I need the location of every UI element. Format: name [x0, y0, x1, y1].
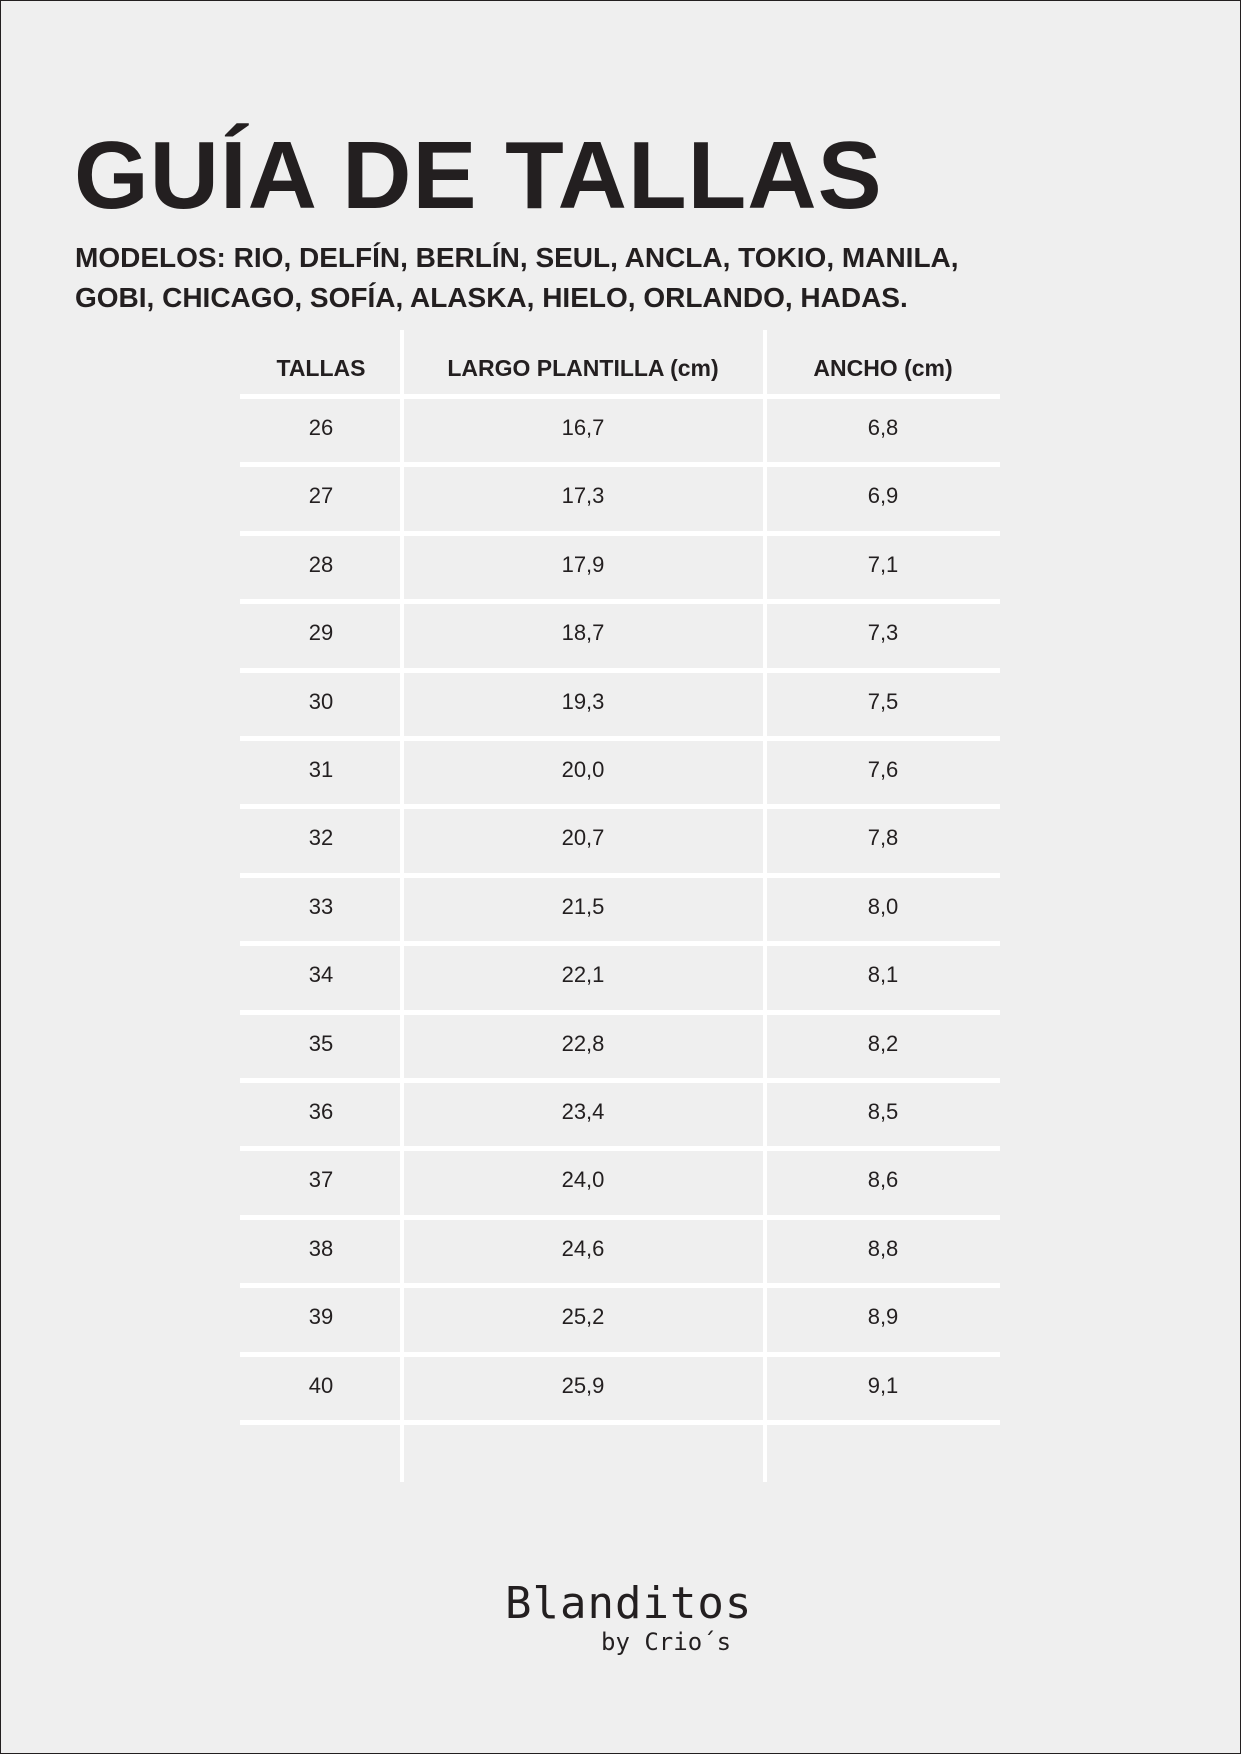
- cell-talla: 33: [308, 893, 334, 919]
- models-list-line-2: GOBI, CHICAGO, SOFÍA, ALASKA, HIELO, ORLANDO, HADAS.: [75, 282, 908, 313]
- cell-ancho: 7,6: [867, 757, 899, 782]
- row-divider: [240, 1078, 1000, 1083]
- row-divider: [240, 1283, 1000, 1288]
- cell-ancho: 8,5: [867, 1099, 899, 1124]
- cell-ancho: 8,2: [867, 1030, 899, 1056]
- header-largo-plantilla: LARGO PLANTILLA (cm): [447, 355, 719, 381]
- cell-ancho: 8,1: [867, 962, 899, 988]
- row-divider: [240, 941, 1000, 946]
- cell-ancho: 6,9: [867, 483, 899, 509]
- cell-largo: 25,2: [561, 1304, 605, 1330]
- row-divider: [240, 531, 1000, 536]
- cell-largo: 17,3: [561, 483, 605, 509]
- cell-ancho: 7,3: [867, 620, 899, 646]
- cell-largo: 19,3: [561, 688, 605, 714]
- cell-ancho: 8,6: [867, 1167, 899, 1193]
- row-divider: [240, 1146, 1000, 1151]
- cell-talla: 34: [308, 962, 334, 988]
- cell-talla: 30: [308, 688, 334, 714]
- cell-largo: 20,0: [561, 757, 605, 782]
- cell-ancho: 7,8: [867, 825, 899, 851]
- cell-talla: 35: [308, 1030, 334, 1056]
- header-tallas: TALLAS: [276, 355, 366, 381]
- cell-talla: 31: [308, 757, 334, 782]
- cell-largo: 21,5: [561, 893, 605, 919]
- models-list: [75, 238, 959, 318]
- cell-talla: 39: [308, 1304, 334, 1330]
- row-divider: [240, 462, 1000, 467]
- cell-ancho: 6,8: [867, 415, 899, 440]
- cell-talla: 32: [308, 825, 334, 851]
- cell-largo: 18,7: [561, 620, 605, 646]
- cell-ancho: 7,5: [867, 688, 899, 714]
- cell-largo: 23,4: [561, 1099, 605, 1124]
- row-divider: [240, 1420, 1000, 1425]
- row-divider: [240, 736, 1000, 741]
- row-divider: [240, 394, 1000, 399]
- row-divider: [240, 1352, 1000, 1357]
- row-divider: [240, 599, 1000, 604]
- cell-largo: 24,6: [561, 1235, 605, 1261]
- row-divider: [240, 668, 1000, 673]
- cell-ancho: 9,1: [867, 1372, 899, 1398]
- models-list-line-1: MODELOS: RIO, DELFÍN, BERLÍN, SEUL, ANCLA, TOKIO, MANILA,: [75, 242, 959, 273]
- cell-largo: 16,7: [561, 415, 605, 440]
- size-table: [240, 330, 1000, 1482]
- cell-talla: 38: [308, 1235, 334, 1261]
- cell-ancho: 8,8: [867, 1235, 899, 1261]
- header-ancho: ANCHO (cm): [813, 355, 953, 381]
- cell-ancho: 7,1: [867, 551, 899, 577]
- cell-talla: 26: [308, 415, 334, 440]
- cell-largo: 24,0: [561, 1167, 605, 1193]
- cell-largo: 20,7: [561, 825, 605, 851]
- cell-largo: 25,9: [561, 1372, 605, 1398]
- brand-name: Blanditos: [505, 1578, 753, 1629]
- cell-talla: 29: [308, 620, 334, 646]
- brand-tagline: by Crio´s: [601, 1628, 732, 1656]
- cell-talla: 36: [308, 1099, 334, 1124]
- row-divider: [240, 1010, 1000, 1015]
- cell-talla: 40: [308, 1372, 334, 1398]
- cell-talla: 28: [308, 551, 334, 577]
- row-divider: [240, 873, 1000, 878]
- row-divider: [240, 804, 1000, 809]
- cell-ancho: 8,0: [867, 893, 899, 919]
- cell-largo: 17,9: [561, 551, 605, 577]
- page-title: GUÍA DE TALLAS: [74, 122, 883, 229]
- cell-ancho: 8,9: [867, 1304, 899, 1330]
- cell-talla: 37: [308, 1167, 334, 1193]
- brand-logo: [505, 1580, 752, 1656]
- cell-talla: 27: [308, 483, 334, 509]
- cell-largo: 22,8: [561, 1030, 605, 1056]
- row-divider: [240, 1215, 1000, 1220]
- cell-largo: 22,1: [561, 962, 605, 988]
